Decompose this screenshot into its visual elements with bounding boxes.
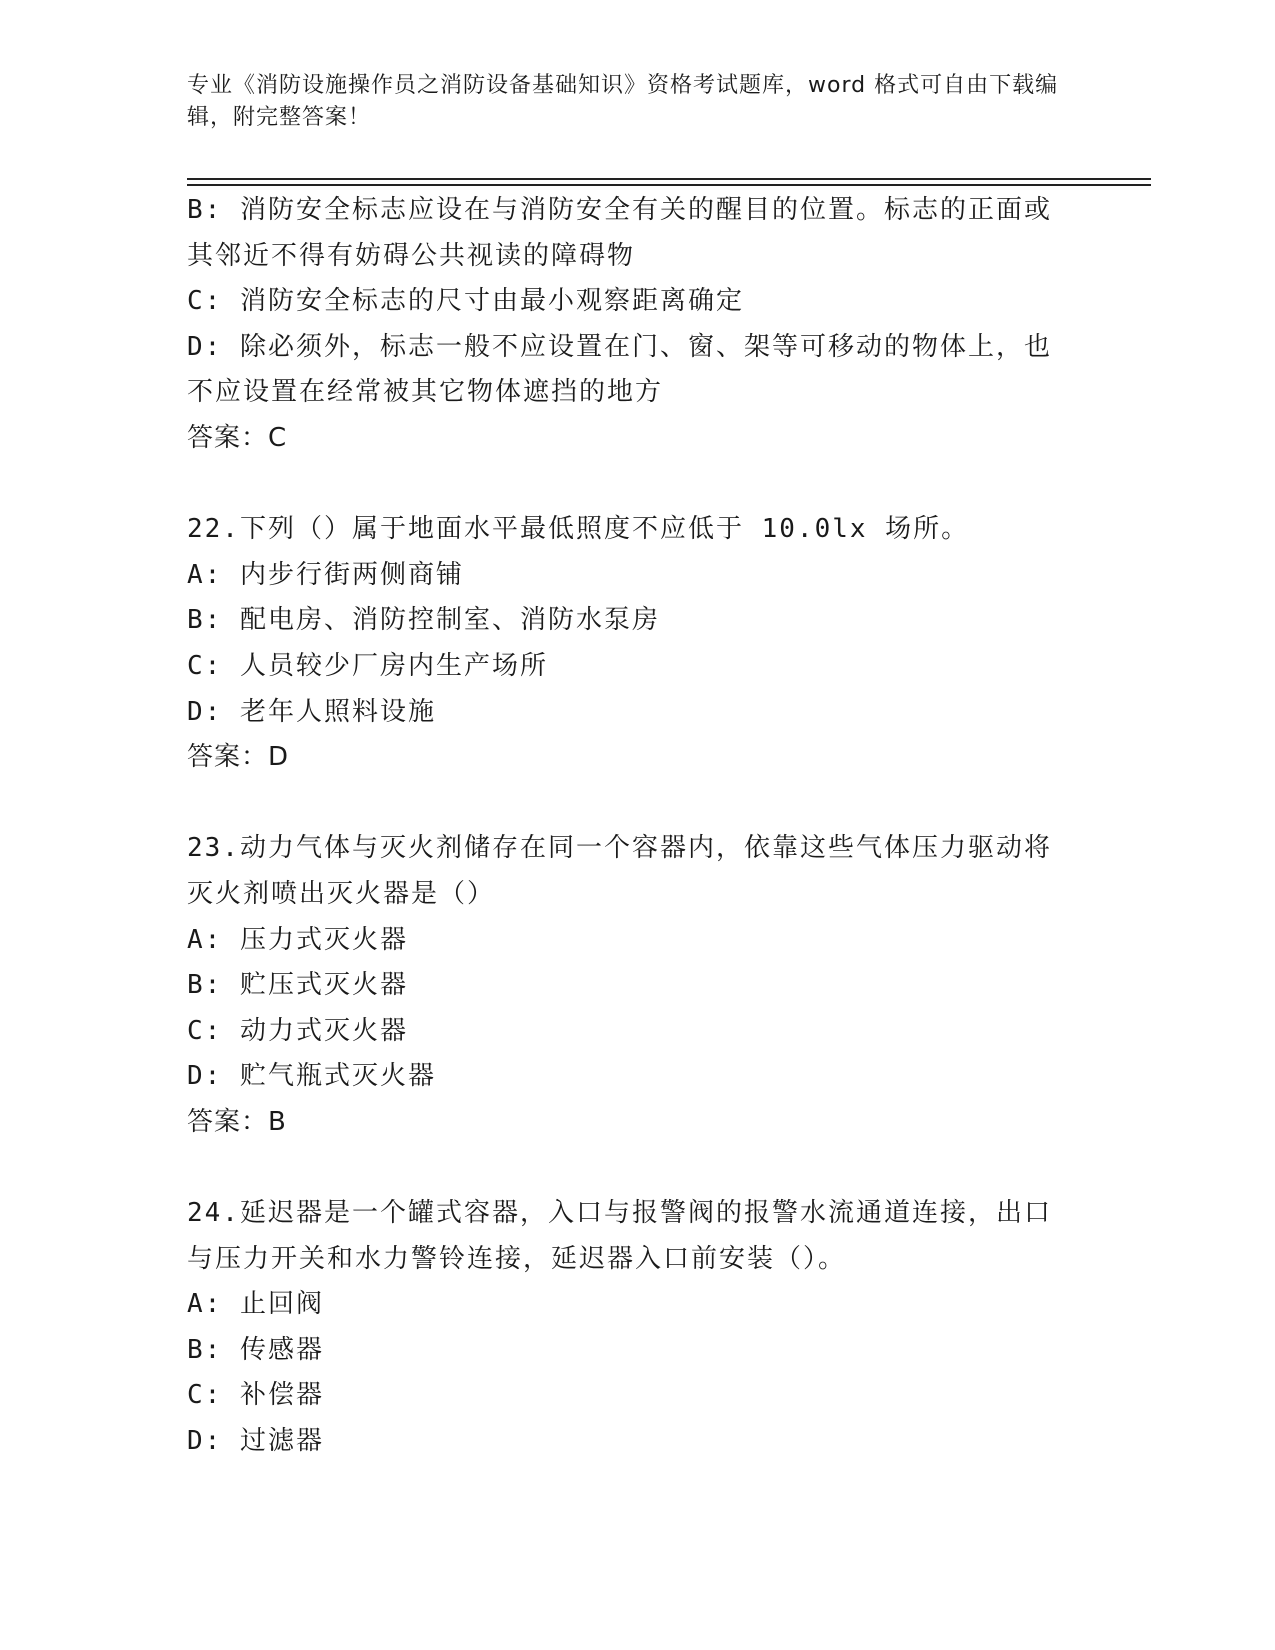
spacer [187,781,1087,827]
option-d-continued: 不应设置在经常被其它物体遮挡的地方 [187,377,664,408]
header-divider-top [187,178,1151,180]
question-23 [187,826,1087,1145]
document-header: 专业《消防设施操作员之消防设备基础知识》资格考试题库，word 格式可自由下载编辑，附完整答案！ [187,73,1059,130]
question-22 [187,507,1087,781]
option-d: D: 过滤器 [187,1426,324,1457]
question-text-continued: 与压力开关和水力警铃连接，延迟器入口前安装（）。 [187,1243,847,1274]
option-b: B: 传感器 [187,1334,324,1365]
option-c: C: 补偿器 [187,1380,324,1411]
spacer [187,1145,1087,1191]
question-content [187,188,1087,1465]
spacer [187,462,1087,508]
option-c: C: 人员较少厂房内生产场所 [187,650,548,681]
option-a: A: 内步行街两侧商铺 [187,559,464,590]
option-d: D: 除必须外，标志一般不应设置在门、窗、架等可移动的物体上，也 [187,331,1052,362]
header-divider-bottom [187,184,1151,186]
option-a: A: 压力式灭火器 [187,924,408,955]
question-text-continued: 灭火剂喷出灭火器是（） [187,878,496,909]
option-b: B: 消防安全标志应设在与消防安全有关的醒目的位置。标志的正面或 [187,195,1052,225]
option-c: C: 消防安全标志的尺寸由最小观察距离确定 [187,286,744,317]
answer: 答案：B [187,1106,287,1137]
option-d: D: 贮气瓶式灭火器 [187,1061,436,1092]
question-24 [187,1191,1087,1465]
option-b: B: 配电房、消防控制室、消防水泵房 [187,605,660,636]
option-b-continued: 其邻近不得有妨碍公共视读的障碍物 [187,240,636,271]
previous-question-block [187,188,1087,462]
question-text: 22.下列（）属于地面水平最低照度不应低于 10.0lx 场所。 [187,514,970,545]
option-b: B: 贮压式灭火器 [187,970,408,1001]
option-d: D: 老年人照料设施 [187,696,436,727]
option-a: A: 止回阀 [187,1289,324,1320]
answer: 答案：C [187,422,288,453]
answer: 答案：D [187,742,290,773]
question-text: 23.动力气体与灭火剂储存在同一个容器内，依靠这些气体压力驱动将 [187,833,1052,864]
option-c: C: 动力式灭火器 [187,1015,408,1046]
question-text: 24.延迟器是一个罐式容器，入口与报警阀的报警水流通道连接，出口 [187,1198,1052,1229]
